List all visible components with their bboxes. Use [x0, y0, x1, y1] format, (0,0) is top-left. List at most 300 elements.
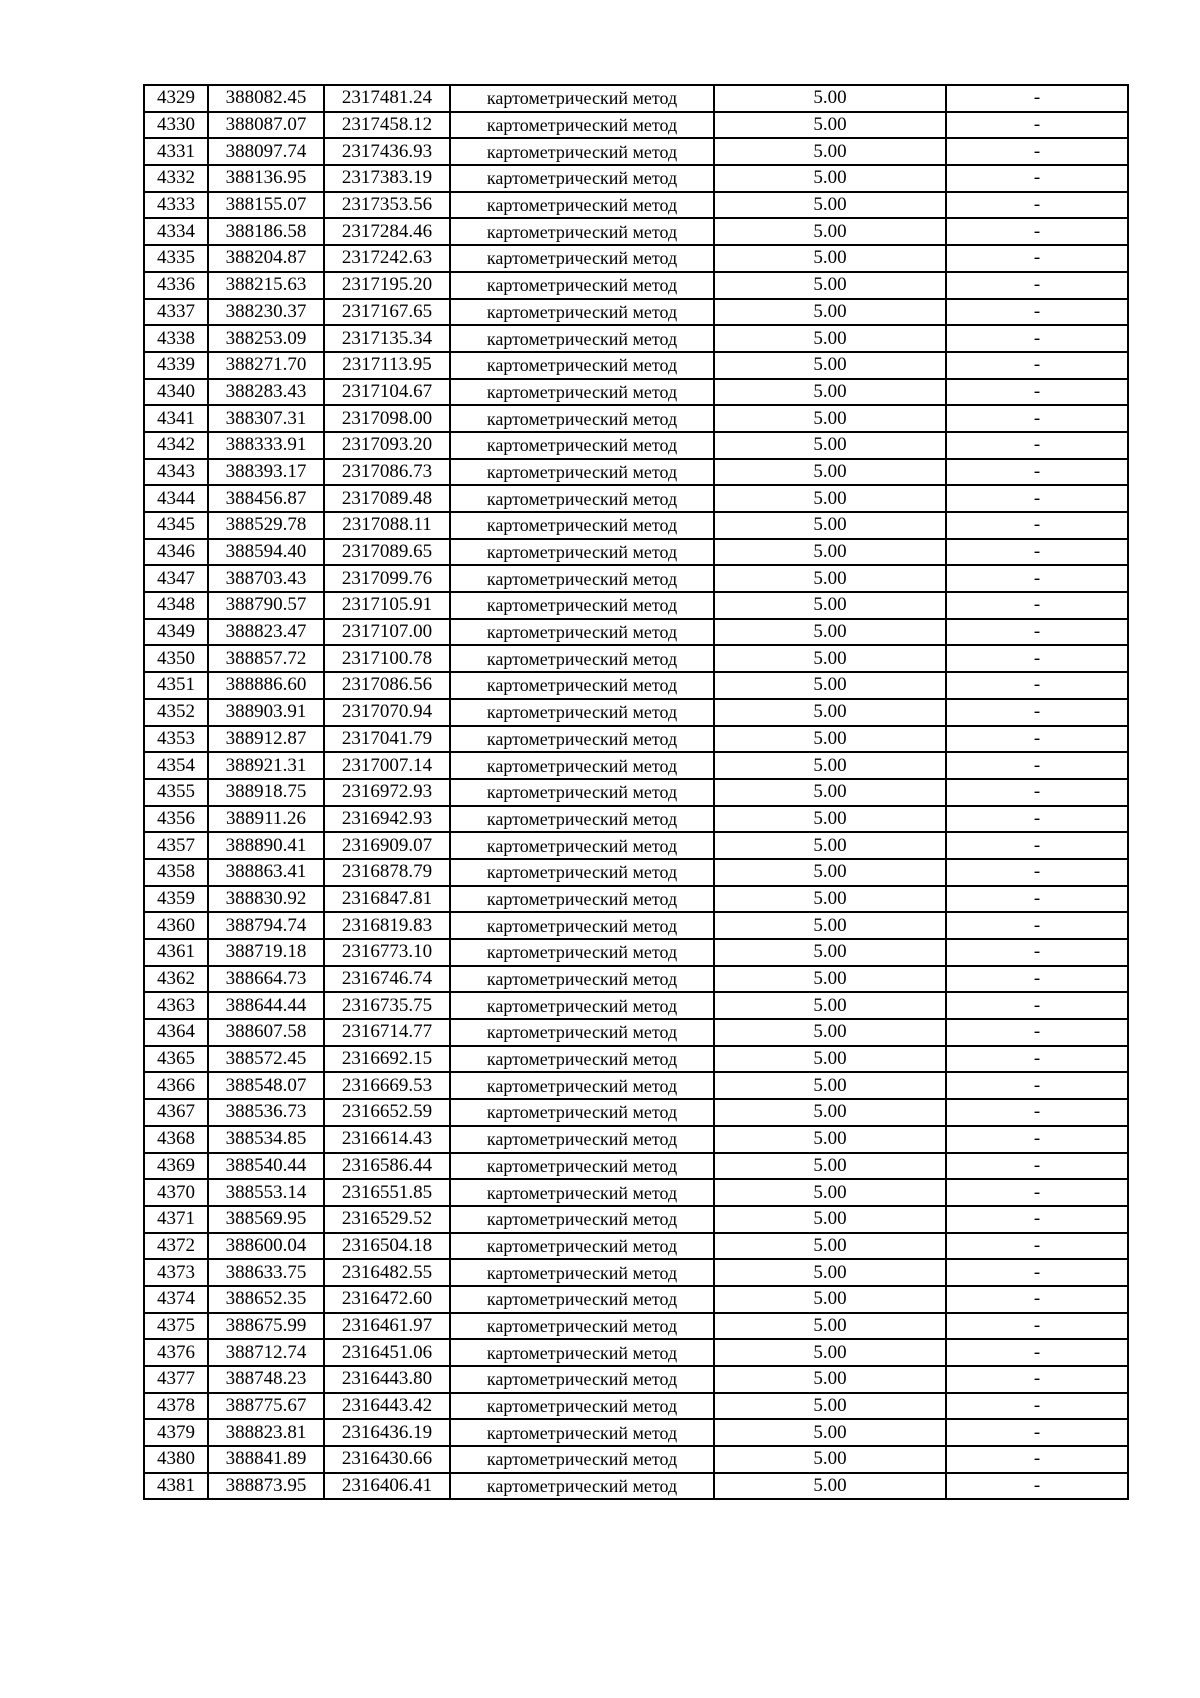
point-number-cell: 4370 — [144, 1179, 208, 1206]
y-coordinate-cell: 2317242.63 — [324, 245, 450, 272]
y-coordinate-cell: 2316614.43 — [324, 1126, 450, 1153]
description-cell: - — [946, 218, 1128, 245]
point-number-cell: 4364 — [144, 1019, 208, 1046]
accuracy-cell: 5.00 — [714, 592, 946, 619]
x-coordinate-cell: 388572.45 — [208, 1046, 324, 1073]
method-cell: картометрический метод — [450, 672, 714, 699]
description-cell: - — [946, 1072, 1128, 1099]
table-row — [144, 1446, 1128, 1473]
accuracy-cell: 5.00 — [714, 325, 946, 352]
description-cell: - — [946, 859, 1128, 886]
description-cell: - — [946, 592, 1128, 619]
y-coordinate-cell: 2316461.97 — [324, 1313, 450, 1340]
table-row — [144, 485, 1128, 512]
accuracy-cell: 5.00 — [714, 726, 946, 753]
table-row — [144, 886, 1128, 913]
table-row — [144, 1259, 1128, 1286]
accuracy-cell: 5.00 — [714, 1366, 946, 1393]
method-cell: картометрический метод — [450, 992, 714, 1019]
accuracy-cell: 5.00 — [714, 806, 946, 833]
description-cell: - — [946, 192, 1128, 219]
point-number-cell: 4365 — [144, 1046, 208, 1073]
accuracy-cell: 5.00 — [714, 1473, 946, 1500]
method-cell: картометрический метод — [450, 699, 714, 726]
description-cell: - — [946, 699, 1128, 726]
description-cell: - — [946, 1313, 1128, 1340]
table-row — [144, 299, 1128, 326]
accuracy-cell: 5.00 — [714, 1179, 946, 1206]
accuracy-cell: 5.00 — [714, 1393, 946, 1420]
y-coordinate-cell: 2316430.66 — [324, 1446, 450, 1473]
description-cell: - — [946, 299, 1128, 326]
point-number-cell: 4363 — [144, 992, 208, 1019]
y-coordinate-cell: 2317086.56 — [324, 672, 450, 699]
method-cell: картометрический метод — [450, 1072, 714, 1099]
point-number-cell: 4371 — [144, 1206, 208, 1233]
point-number-cell: 4347 — [144, 565, 208, 592]
point-number-cell: 4350 — [144, 645, 208, 672]
x-coordinate-cell: 388569.95 — [208, 1206, 324, 1233]
method-cell: картометрический метод — [450, 1473, 714, 1500]
y-coordinate-cell: 2316472.60 — [324, 1286, 450, 1313]
y-coordinate-cell: 2316972.93 — [324, 779, 450, 806]
point-number-cell: 4362 — [144, 966, 208, 993]
x-coordinate-cell: 388890.41 — [208, 832, 324, 859]
table-row — [144, 672, 1128, 699]
x-coordinate-cell: 388097.74 — [208, 138, 324, 165]
method-cell: картометрический метод — [450, 165, 714, 192]
point-number-cell: 4361 — [144, 939, 208, 966]
method-cell: картометрический метод — [450, 565, 714, 592]
point-number-cell: 4351 — [144, 672, 208, 699]
y-coordinate-cell: 2316586.44 — [324, 1153, 450, 1180]
description-cell: - — [946, 1419, 1128, 1446]
y-coordinate-cell: 2316504.18 — [324, 1233, 450, 1260]
description-cell: - — [946, 779, 1128, 806]
y-coordinate-cell: 2316669.53 — [324, 1072, 450, 1099]
description-cell: - — [946, 645, 1128, 672]
method-cell: картометрический метод — [450, 619, 714, 646]
x-coordinate-cell: 388748.23 — [208, 1366, 324, 1393]
point-number-cell: 4339 — [144, 352, 208, 379]
accuracy-cell: 5.00 — [714, 779, 946, 806]
method-cell: картометрический метод — [450, 1446, 714, 1473]
x-coordinate-cell: 388863.41 — [208, 859, 324, 886]
accuracy-cell: 5.00 — [714, 138, 946, 165]
table-row — [144, 859, 1128, 886]
point-number-cell: 4369 — [144, 1153, 208, 1180]
x-coordinate-cell: 388652.35 — [208, 1286, 324, 1313]
table-row — [144, 1126, 1128, 1153]
x-coordinate-cell: 388918.75 — [208, 779, 324, 806]
x-coordinate-cell: 388529.78 — [208, 512, 324, 539]
description-cell: - — [946, 459, 1128, 486]
y-coordinate-cell: 2317383.19 — [324, 165, 450, 192]
description-cell: - — [946, 565, 1128, 592]
accuracy-cell: 5.00 — [714, 512, 946, 539]
table-row — [144, 272, 1128, 299]
x-coordinate-cell: 388333.91 — [208, 432, 324, 459]
description-cell: - — [946, 1286, 1128, 1313]
description-cell: - — [946, 939, 1128, 966]
method-cell: картометрический метод — [450, 272, 714, 299]
table-row — [144, 699, 1128, 726]
method-cell: картометрический метод — [450, 1366, 714, 1393]
method-cell: картометрический метод — [450, 645, 714, 672]
x-coordinate-cell: 388886.60 — [208, 672, 324, 699]
x-coordinate-cell: 388594.40 — [208, 539, 324, 566]
table-row — [144, 165, 1128, 192]
table-row — [144, 325, 1128, 352]
accuracy-cell: 5.00 — [714, 886, 946, 913]
x-coordinate-cell: 388873.95 — [208, 1473, 324, 1500]
description-cell: - — [946, 432, 1128, 459]
method-cell: картометрический метод — [450, 779, 714, 806]
point-number-cell: 4336 — [144, 272, 208, 299]
table-row — [144, 806, 1128, 833]
table-row — [144, 1206, 1128, 1233]
description-cell: - — [946, 886, 1128, 913]
method-cell: картометрический метод — [450, 1259, 714, 1286]
table-row — [144, 1019, 1128, 1046]
accuracy-cell: 5.00 — [714, 218, 946, 245]
description-cell: - — [946, 726, 1128, 753]
method-cell: картометрический метод — [450, 85, 714, 112]
point-number-cell: 4379 — [144, 1419, 208, 1446]
y-coordinate-cell: 2317007.14 — [324, 752, 450, 779]
accuracy-cell: 5.00 — [714, 1313, 946, 1340]
description-cell: - — [946, 966, 1128, 993]
accuracy-cell: 5.00 — [714, 1259, 946, 1286]
accuracy-cell: 5.00 — [714, 405, 946, 432]
accuracy-cell: 5.00 — [714, 565, 946, 592]
accuracy-cell: 5.00 — [714, 1206, 946, 1233]
table-row — [144, 565, 1128, 592]
y-coordinate-cell: 2317088.11 — [324, 512, 450, 539]
accuracy-cell: 5.00 — [714, 1046, 946, 1073]
point-number-cell: 4375 — [144, 1313, 208, 1340]
x-coordinate-cell: 388393.17 — [208, 459, 324, 486]
y-coordinate-cell: 2317093.20 — [324, 432, 450, 459]
method-cell: картометрический метод — [450, 1179, 714, 1206]
description-cell: - — [946, 352, 1128, 379]
table-row — [144, 352, 1128, 379]
table-row — [144, 218, 1128, 245]
table-row — [144, 1179, 1128, 1206]
description-cell: - — [946, 1473, 1128, 1500]
method-cell: картометрический метод — [450, 1393, 714, 1420]
y-coordinate-cell: 2317436.93 — [324, 138, 450, 165]
y-coordinate-cell: 2316819.83 — [324, 912, 450, 939]
method-cell: картометрический метод — [450, 939, 714, 966]
y-coordinate-cell: 2317100.78 — [324, 645, 450, 672]
y-coordinate-cell: 2317113.95 — [324, 352, 450, 379]
y-coordinate-cell: 2317135.34 — [324, 325, 450, 352]
method-cell: картометрический метод — [450, 299, 714, 326]
method-cell: картометрический метод — [450, 886, 714, 913]
description-cell: - — [946, 806, 1128, 833]
accuracy-cell: 5.00 — [714, 432, 946, 459]
y-coordinate-cell: 2316652.59 — [324, 1099, 450, 1126]
table-row — [144, 912, 1128, 939]
y-coordinate-cell: 2317086.73 — [324, 459, 450, 486]
accuracy-cell: 5.00 — [714, 966, 946, 993]
y-coordinate-cell: 2316529.52 — [324, 1206, 450, 1233]
x-coordinate-cell: 388719.18 — [208, 939, 324, 966]
x-coordinate-cell: 388830.92 — [208, 886, 324, 913]
description-cell: - — [946, 379, 1128, 406]
method-cell: картометрический метод — [450, 352, 714, 379]
description-cell: - — [946, 752, 1128, 779]
x-coordinate-cell: 388553.14 — [208, 1179, 324, 1206]
method-cell: картометрический метод — [450, 832, 714, 859]
x-coordinate-cell: 388082.45 — [208, 85, 324, 112]
y-coordinate-cell: 2316443.80 — [324, 1366, 450, 1393]
x-coordinate-cell: 388600.04 — [208, 1233, 324, 1260]
description-cell: - — [946, 112, 1128, 139]
accuracy-cell: 5.00 — [714, 1233, 946, 1260]
y-coordinate-cell: 2316909.07 — [324, 832, 450, 859]
method-cell: картометрический метод — [450, 859, 714, 886]
accuracy-cell: 5.00 — [714, 459, 946, 486]
method-cell: картометрический метод — [450, 1419, 714, 1446]
table-row — [144, 966, 1128, 993]
table-row — [144, 832, 1128, 859]
description-cell: - — [946, 1366, 1128, 1393]
point-number-cell: 4353 — [144, 726, 208, 753]
point-number-cell: 4357 — [144, 832, 208, 859]
x-coordinate-cell: 388283.43 — [208, 379, 324, 406]
method-cell: картометрический метод — [450, 405, 714, 432]
accuracy-cell: 5.00 — [714, 939, 946, 966]
table-row — [144, 1072, 1128, 1099]
point-number-cell: 4342 — [144, 432, 208, 459]
method-cell: картометрический метод — [450, 459, 714, 486]
description-cell: - — [946, 165, 1128, 192]
y-coordinate-cell: 2316482.55 — [324, 1259, 450, 1286]
accuracy-cell: 5.00 — [714, 85, 946, 112]
description-cell: - — [946, 485, 1128, 512]
description-cell: - — [946, 1099, 1128, 1126]
y-coordinate-cell: 2317098.00 — [324, 405, 450, 432]
y-coordinate-cell: 2316436.19 — [324, 1419, 450, 1446]
method-cell: картометрический метод — [450, 539, 714, 566]
point-number-cell: 4331 — [144, 138, 208, 165]
y-coordinate-cell: 2316406.41 — [324, 1473, 450, 1500]
y-coordinate-cell: 2317458.12 — [324, 112, 450, 139]
x-coordinate-cell: 388456.87 — [208, 485, 324, 512]
accuracy-cell: 5.00 — [714, 1339, 946, 1366]
y-coordinate-cell: 2316714.77 — [324, 1019, 450, 1046]
description-cell: - — [946, 1339, 1128, 1366]
table-row — [144, 992, 1128, 1019]
x-coordinate-cell: 388536.73 — [208, 1099, 324, 1126]
description-cell: - — [946, 1233, 1128, 1260]
table-row — [144, 592, 1128, 619]
x-coordinate-cell: 388841.89 — [208, 1446, 324, 1473]
description-cell: - — [946, 672, 1128, 699]
table-row — [144, 726, 1128, 753]
accuracy-cell: 5.00 — [714, 992, 946, 1019]
x-coordinate-cell: 388794.74 — [208, 912, 324, 939]
description-cell: - — [946, 1206, 1128, 1233]
description-cell: - — [946, 992, 1128, 1019]
point-number-cell: 4352 — [144, 699, 208, 726]
point-number-cell: 4344 — [144, 485, 208, 512]
x-coordinate-cell: 388155.07 — [208, 192, 324, 219]
method-cell: картометрический метод — [450, 1313, 714, 1340]
point-number-cell: 4332 — [144, 165, 208, 192]
table-row — [144, 1313, 1128, 1340]
table-row — [144, 85, 1128, 112]
x-coordinate-cell: 388633.75 — [208, 1259, 324, 1286]
point-number-cell: 4374 — [144, 1286, 208, 1313]
description-cell: - — [946, 245, 1128, 272]
accuracy-cell: 5.00 — [714, 299, 946, 326]
x-coordinate-cell: 388136.95 — [208, 165, 324, 192]
method-cell: картометрический метод — [450, 752, 714, 779]
y-coordinate-cell: 2317353.56 — [324, 192, 450, 219]
method-cell: картометрический метод — [450, 432, 714, 459]
point-number-cell: 4329 — [144, 85, 208, 112]
accuracy-cell: 5.00 — [714, 645, 946, 672]
point-number-cell: 4343 — [144, 459, 208, 486]
y-coordinate-cell: 2317099.76 — [324, 565, 450, 592]
method-cell: картометрический метод — [450, 592, 714, 619]
table-row — [144, 112, 1128, 139]
accuracy-cell: 5.00 — [714, 1099, 946, 1126]
description-cell: - — [946, 1179, 1128, 1206]
table-row — [144, 1286, 1128, 1313]
point-number-cell: 4359 — [144, 886, 208, 913]
x-coordinate-cell: 388540.44 — [208, 1153, 324, 1180]
method-cell: картометрический метод — [450, 912, 714, 939]
accuracy-cell: 5.00 — [714, 1286, 946, 1313]
table-row — [144, 1153, 1128, 1180]
x-coordinate-cell: 388823.47 — [208, 619, 324, 646]
accuracy-cell: 5.00 — [714, 352, 946, 379]
x-coordinate-cell: 388644.44 — [208, 992, 324, 1019]
method-cell: картометрический метод — [450, 379, 714, 406]
x-coordinate-cell: 388607.58 — [208, 1019, 324, 1046]
y-coordinate-cell: 2316451.06 — [324, 1339, 450, 1366]
table-row — [144, 752, 1128, 779]
x-coordinate-cell: 388823.81 — [208, 1419, 324, 1446]
y-coordinate-cell: 2316878.79 — [324, 859, 450, 886]
table-row — [144, 459, 1128, 486]
method-cell: картометрический метод — [450, 1099, 714, 1126]
y-coordinate-cell: 2316735.75 — [324, 992, 450, 1019]
table-row — [144, 1099, 1128, 1126]
accuracy-cell: 5.00 — [714, 859, 946, 886]
table-row — [144, 779, 1128, 806]
method-cell: картометрический метод — [450, 1019, 714, 1046]
method-cell: картометрический метод — [450, 192, 714, 219]
description-cell: - — [946, 138, 1128, 165]
accuracy-cell: 5.00 — [714, 272, 946, 299]
x-coordinate-cell: 388186.58 — [208, 218, 324, 245]
x-coordinate-cell: 388215.63 — [208, 272, 324, 299]
method-cell: картометрический метод — [450, 245, 714, 272]
description-cell: - — [946, 1019, 1128, 1046]
accuracy-cell: 5.00 — [714, 1126, 946, 1153]
y-coordinate-cell: 2317104.67 — [324, 379, 450, 406]
table-row — [144, 379, 1128, 406]
table-row — [144, 405, 1128, 432]
x-coordinate-cell: 388790.57 — [208, 592, 324, 619]
method-cell: картометрический метод — [450, 1153, 714, 1180]
table-row — [144, 1473, 1128, 1500]
description-cell: - — [946, 1393, 1128, 1420]
point-number-cell: 4334 — [144, 218, 208, 245]
description-cell: - — [946, 272, 1128, 299]
point-number-cell: 4349 — [144, 619, 208, 646]
table-row — [144, 1233, 1128, 1260]
point-number-cell: 4346 — [144, 539, 208, 566]
description-cell: - — [946, 539, 1128, 566]
description-cell: - — [946, 912, 1128, 939]
accuracy-cell: 5.00 — [714, 192, 946, 219]
accuracy-cell: 5.00 — [714, 112, 946, 139]
description-cell: - — [946, 832, 1128, 859]
description-cell: - — [946, 1446, 1128, 1473]
table-row — [144, 245, 1128, 272]
point-number-cell: 4378 — [144, 1393, 208, 1420]
description-cell: - — [946, 619, 1128, 646]
point-number-cell: 4380 — [144, 1446, 208, 1473]
y-coordinate-cell: 2316746.74 — [324, 966, 450, 993]
x-coordinate-cell: 388712.74 — [208, 1339, 324, 1366]
coordinates-table — [143, 84, 1129, 1500]
x-coordinate-cell: 388271.70 — [208, 352, 324, 379]
method-cell: картометрический метод — [450, 1126, 714, 1153]
method-cell: картометрический метод — [450, 726, 714, 753]
x-coordinate-cell: 388307.31 — [208, 405, 324, 432]
table-row — [144, 192, 1128, 219]
method-cell: картометрический метод — [450, 325, 714, 352]
point-number-cell: 4355 — [144, 779, 208, 806]
table-row — [144, 138, 1128, 165]
accuracy-cell: 5.00 — [714, 485, 946, 512]
description-cell: - — [946, 1259, 1128, 1286]
point-number-cell: 4372 — [144, 1233, 208, 1260]
accuracy-cell: 5.00 — [714, 1446, 946, 1473]
x-coordinate-cell: 388534.85 — [208, 1126, 324, 1153]
point-number-cell: 4348 — [144, 592, 208, 619]
accuracy-cell: 5.00 — [714, 912, 946, 939]
y-coordinate-cell: 2317195.20 — [324, 272, 450, 299]
point-number-cell: 4368 — [144, 1126, 208, 1153]
point-number-cell: 4330 — [144, 112, 208, 139]
table-row — [144, 939, 1128, 966]
x-coordinate-cell: 388775.67 — [208, 1393, 324, 1420]
y-coordinate-cell: 2317107.00 — [324, 619, 450, 646]
y-coordinate-cell: 2317089.48 — [324, 485, 450, 512]
description-cell: - — [946, 1046, 1128, 1073]
accuracy-cell: 5.00 — [714, 672, 946, 699]
description-cell: - — [946, 85, 1128, 112]
method-cell: картометрический метод — [450, 485, 714, 512]
x-coordinate-cell: 388230.37 — [208, 299, 324, 326]
method-cell: картометрический метод — [450, 1046, 714, 1073]
accuracy-cell: 5.00 — [714, 1072, 946, 1099]
point-number-cell: 4373 — [144, 1259, 208, 1286]
point-number-cell: 4360 — [144, 912, 208, 939]
accuracy-cell: 5.00 — [714, 1019, 946, 1046]
method-cell: картометрический метод — [450, 1339, 714, 1366]
accuracy-cell: 5.00 — [714, 245, 946, 272]
accuracy-cell: 5.00 — [714, 1419, 946, 1446]
